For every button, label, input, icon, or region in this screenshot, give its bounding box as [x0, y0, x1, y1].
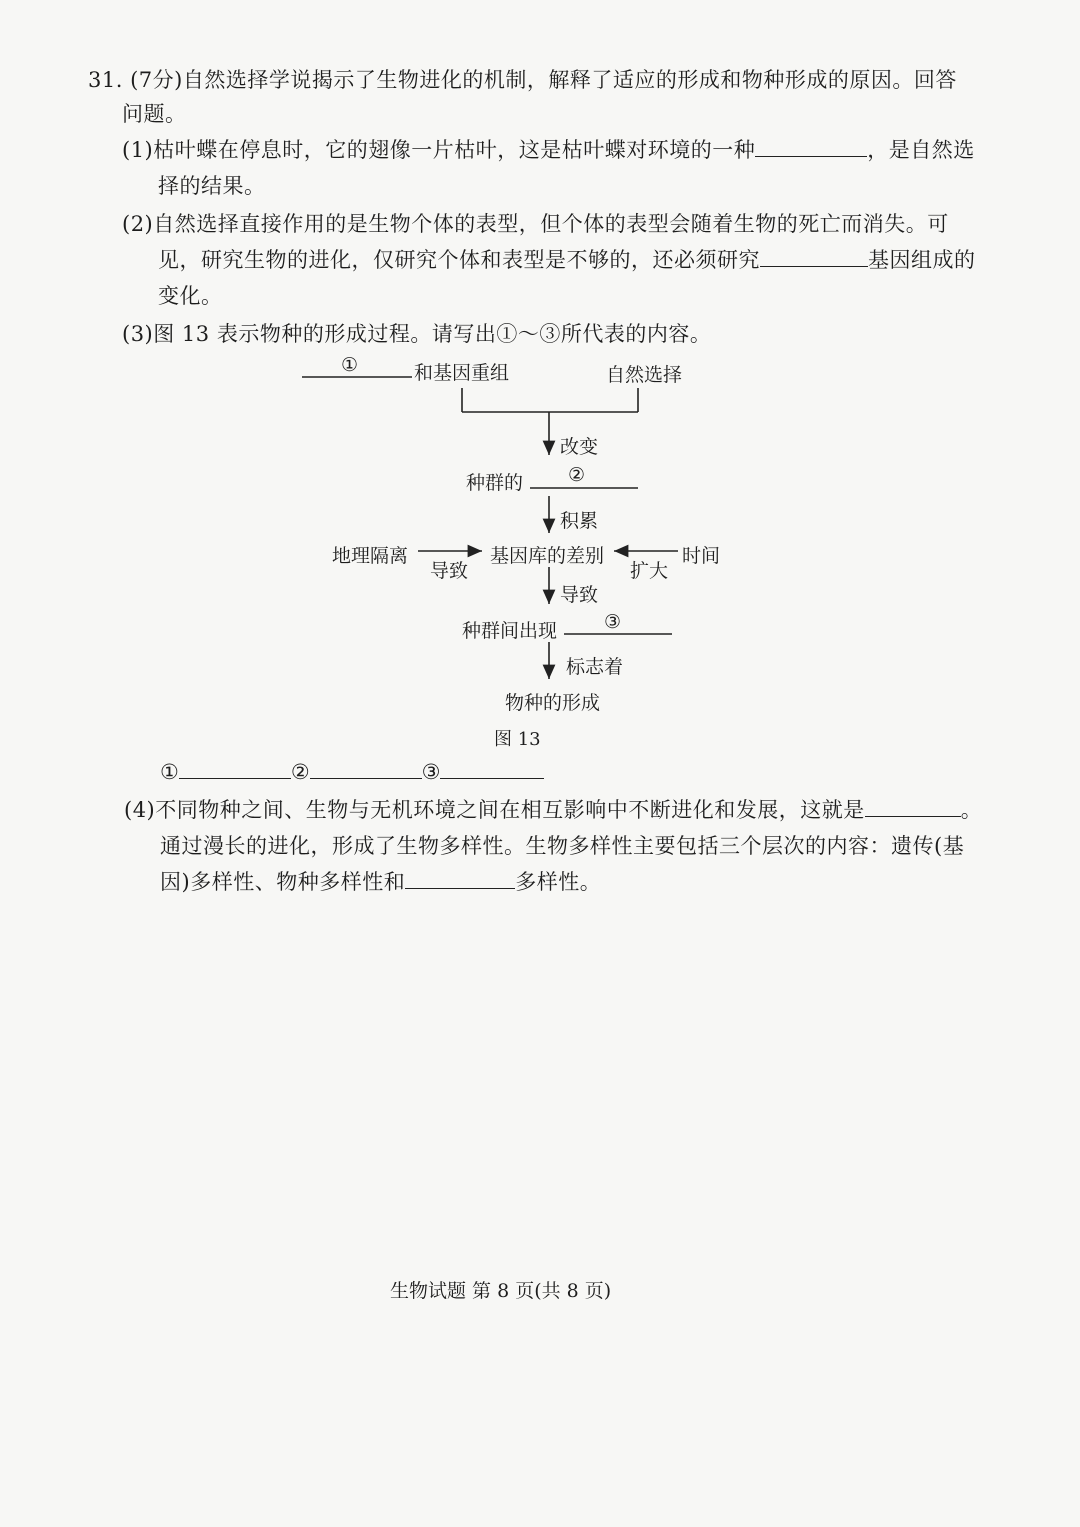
diagram-species-formation: 物种的形成 — [505, 692, 601, 714]
subq3-answer-row: ① ② ③ — [160, 760, 544, 784]
diagram-circle-1: ① — [341, 354, 359, 376]
question-number: 31. — [88, 68, 123, 92]
diagram-marks-label: 标志着 — [566, 656, 624, 678]
subq2-line-3: 变化。 — [158, 284, 223, 308]
diagram-gene-recombination: 和基因重组 — [414, 362, 510, 384]
answer-blank-3-2[interactable] — [310, 760, 422, 779]
subq4-line-2: 通过漫长的进化，形成了生物多样性。生物多样性主要包括三个层次的内容：遗传(基 — [160, 834, 965, 858]
diagram-circle-3: ③ — [604, 611, 622, 633]
answer-blank-3-1[interactable] — [179, 760, 291, 779]
answer-blank-4-2[interactable] — [405, 870, 515, 889]
answer-blank-4-1[interactable] — [865, 798, 961, 817]
question-stem-part-1: (7分)自然选择学说揭示了生物进化的机制，解释了适应的形成和物种形成的原因。回答 — [130, 68, 957, 92]
question-stem-line-2: 问题。 — [122, 102, 187, 126]
answer-blank-3-3[interactable] — [440, 760, 544, 779]
subq2-line-2: 见，研究生物的进化，仅研究个体和表型是不够的，还必须研究 基因组成的 — [158, 248, 976, 272]
subq3-line-1: (3)图 13 表示物种的形成过程。请写出①～③所代表的内容。 — [122, 322, 712, 346]
subq1-line-1: (1)枯叶蝶在停息时，它的翅像一片枯叶，这是枯叶蝶对环境的一种 ，是自然选 — [122, 138, 975, 162]
subq2-line-1: (2)自然选择直接作用的是生物个体的表型，但个体的表型会随着生物的死亡而消失。可 — [122, 212, 949, 236]
subq4-line-1: (4)不同物种之间、生物与无机环境之间在相互影响中不断进化和发展，这就是 。 — [124, 798, 983, 822]
subq1-line-2: 择的结果。 — [158, 174, 266, 198]
diagram-gene-pool-difference: 基因库的差别 — [490, 545, 605, 567]
diagram-change-label: 改变 — [560, 436, 599, 458]
diagram-population-of: 种群的 — [466, 472, 524, 494]
diagram-time: 时间 — [682, 545, 721, 567]
diagram-geographic-isolation: 地理隔离 — [332, 545, 409, 567]
diagram-expand-label: 扩大 — [630, 560, 669, 582]
figure-caption: 图 13 — [494, 729, 541, 750]
diagram-lead-to-down: 导致 — [560, 584, 599, 606]
diagram-natural-selection: 自然选择 — [606, 364, 683, 386]
diagram-between-populations: 种群间出现 — [462, 620, 558, 642]
diagram-lead-to-left: 导致 — [430, 560, 469, 582]
subq4-line-3: 因)多样性、物种多样性和 多样性。 — [160, 870, 602, 894]
diagram-accumulate-label: 积累 — [560, 510, 599, 532]
page-footer: 生物试题 第 8 页(共 8 页) — [390, 1280, 612, 1302]
diagram-circle-2: ② — [568, 464, 586, 486]
